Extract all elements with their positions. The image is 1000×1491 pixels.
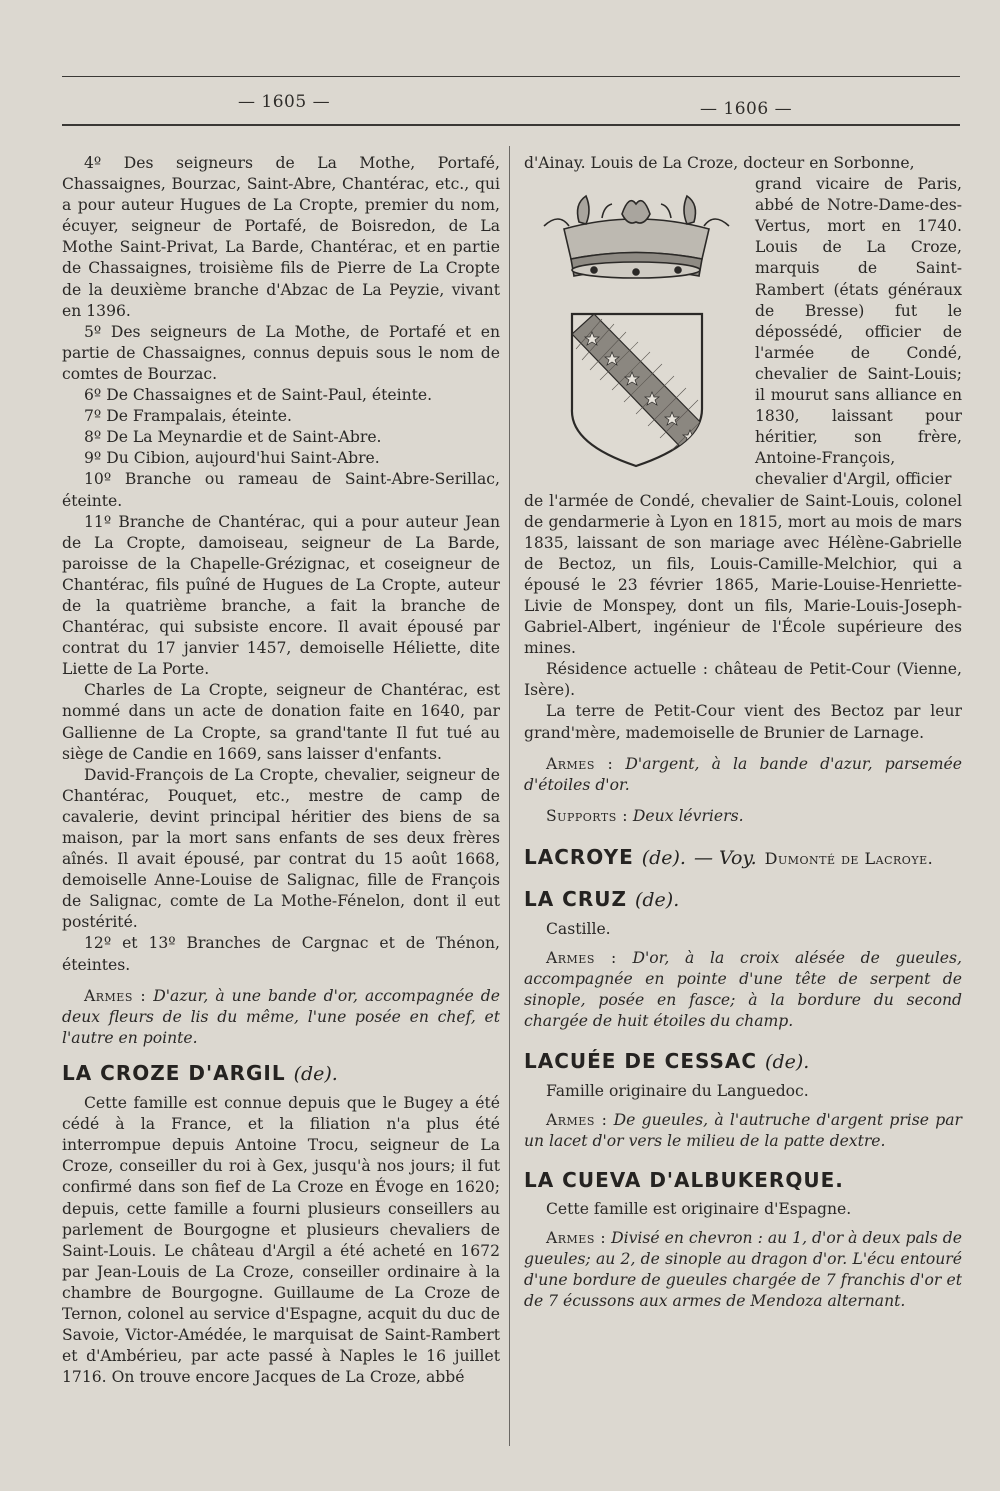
entry-particle: (de). xyxy=(293,1062,338,1085)
coat-of-arms-icon xyxy=(524,174,749,474)
paragraph: 10º Branche ou rameau de Saint-Abre-Serillac, éteinte. xyxy=(62,470,500,510)
paragraph: 4º Des seigneurs de La Mothe, Portafé, Chassaignes, Bourzac, Saint-Abre, Chantérac, etc., qui a pour auteur Hugues de La Cropte, premier du nom, écuyer, seigneur de Portafé, de Boisredon, de La Mothe Saint-Privat, La Barde, Chantérac, et en partie de Chassaignes, troisième fils de Pierre de La Cropte de la deuxième branche d'Abzac de La Peyzie, vivant en 1396. xyxy=(62,154,500,320)
entry-title: LACROYE xyxy=(524,844,634,869)
paragraph: 11º Branche de Chantérac, qui a pour auteur Jean de La Cropte, damoiseau, seigneur de La Barde, paroisse de la Chapelle-Grézignac, et coseigneur de Chantérac, fils puîné de Hugues de La Cropte, auteur de la quatrième branche, a fait la branche de Chantérac, qui subsiste encore. Il avait épousé par contrat du 17 janvier 1457, demoiselle Héliette, dite Liette de La Porte. xyxy=(62,512,500,679)
paragraph: La terre de Petit-Cour vient des Bectoz par leur grand'mère, mademoiselle de Brunier de Larnage. xyxy=(524,702,962,742)
entry-particle: (de). xyxy=(634,889,680,911)
page-number-left: — 1605 — xyxy=(238,92,331,112)
supports-text: Deux lévriers. xyxy=(632,806,744,825)
armes-blazon xyxy=(524,1228,962,1312)
top-rule xyxy=(62,76,960,77)
paragraph: David-François de La Cropte, chevalier, seigneur de Chantérac, Pouquet, etc., mestre de camp de cavalerie, devint principal héritier des biens de sa maison, par la mort sans enfants de ses deux frères aînés. Il avait épousé, par contrat du 15 août 1668, demoiselle Anne-Louise de Salignac, fille de François de Salignac, comte de La Mothe-Fénelon, dont il eut postérité. xyxy=(62,765,500,932)
column-divider xyxy=(509,146,510,1446)
coat-of-arms-svg xyxy=(524,174,749,474)
supports-line xyxy=(524,806,962,827)
armes-text: D'azur, à une bande d'or, accompagnée de deux fleurs de lis du même, l'une posée en chef, et l'autre en pointe. xyxy=(62,986,500,1047)
entry-origin: Famille originaire du Languedoc. xyxy=(546,1081,809,1100)
armes-label: Armes : xyxy=(546,754,614,773)
paragraph: Charles de La Cropte, seigneur de Chantérac, est nommé dans un acte de donation faite en 1640, par Gallienne de La Cropte, sa grand'tante Il fut tué au siège de Candie en 1669, sans laisser d'enfants. xyxy=(62,681,500,763)
entry-origin: Castille. xyxy=(546,920,611,939)
armes-blazon xyxy=(62,986,500,1049)
entry-reference: Dumonté de Lacroye. xyxy=(764,848,934,868)
left-column xyxy=(62,153,500,1388)
supports-label: Supports : xyxy=(546,806,628,825)
entry-title: LACUÉE DE CESSAC xyxy=(524,1048,758,1073)
paragraph: de l'armée de Condé, chevalier de Saint-Louis, colonel de gendarmerie à Lyon en 1815, mort au mois de mars 1835, laissant de son mariage avec Hélène-Gabrielle de Bectoz, un fils, Louis-Camille-Melchior, qui a épousé le 23 février 1865, Marie-Louise-Henriette-Livie de Monspey, dont un fils, Marie-Louis-Joseph-Gabriel-Albert, ingénieur de l'École supérieure des mines. xyxy=(524,491,962,658)
entry-heading xyxy=(62,1060,500,1085)
paragraph: 7º De Frampalais, éteinte. xyxy=(84,407,292,426)
entry-heading xyxy=(524,844,962,869)
armes-label: Armes : xyxy=(84,986,147,1005)
paragraph: 5º Des seigneurs de La Mothe, de Portafé et en partie de Chassaignes, connus depuis sous le nom de comtes de Bourzac. xyxy=(62,322,500,383)
armes-blazon xyxy=(524,754,962,796)
paragraph: Résidence actuelle : château de Petit-Cour (Vienne, Isère). xyxy=(524,660,962,700)
armes-text: D'argent, à la bande d'azur, parsemée d'étoiles d'or. xyxy=(524,754,962,794)
paragraph: 9º Du Cibion, aujourd'hui Saint-Abre. xyxy=(84,449,380,468)
entry-title: LA CUEVA D'ALBUKERQUE. xyxy=(524,1167,844,1192)
armes-text: D'or, à la croix alésée de gueules, accompagnée en pointe d'une tête de serpent de sinople, posée en fasce; à la bordure du second chargée de huit étoiles du champ. xyxy=(524,949,962,1031)
page-number-right: — 1606 — xyxy=(700,99,793,119)
coronet-icon xyxy=(544,196,729,278)
entry-origin: Cette famille est originaire d'Espagne. xyxy=(546,1200,852,1219)
entry-title: LA CROZE D'ARGIL xyxy=(62,1060,286,1085)
entry-heading xyxy=(524,1167,962,1192)
entry-particle: (de). xyxy=(765,1050,810,1073)
armes-label: Armes : xyxy=(546,1110,608,1129)
paragraph: Cette famille est connue depuis que le Bugey a été cédé à la France, et la filiation n'a plus été interrompue depuis Antoine Trocu, seigneur de La Croze, conseiller du roi à Gex, jusqu'à nos jours; il fut confirmé dans son fief de La Croze en Évoge en 1620; depuis, cette famille a fourni plusieurs conseillers au parlement de Bourgogne et plusieurs chevaliers de Saint-Louis. Le château d'Argil a été acheté en 1672 par Jean-Louis de La Croze, conseiller ordinaire à la chambre de Bourgogne. Guillaume de La Croze de Ternon, colonel au service d'Espagne, acquit du duc de Savoie, Victor-Amédée, le marquisat de Saint-Rambert et d'Ambérieu, par acte passé à Naples le 16 juillet 1716. On trouve encore Jacques de La Croze, abbé xyxy=(62,1094,500,1387)
armes-label: Armes : xyxy=(546,949,617,968)
header-rule xyxy=(62,124,960,126)
paragraph: 8º De La Meynardie et de Saint-Abre. xyxy=(84,428,382,447)
paragraph: d'Ainay. Louis de La Croze, docteur en Sorbonne, xyxy=(524,154,915,172)
armes-label: Armes : xyxy=(546,1229,607,1248)
armes-text: Divisé en chevron : au 1, d'or à deux pals de gueules; au 2, de sinople au dragon d'or. L'écu entouré d'une bordure de gueules chargée de 7 franchis d'or et de 7 écussons aux armes de Mendoza alternant. xyxy=(524,1229,962,1311)
right-column xyxy=(524,153,962,1313)
shield-icon xyxy=(572,314,714,466)
entry-particle: (de). xyxy=(641,846,686,869)
armes-text: De gueules, à l'autruche d'argent prise par un lacet d'or vers le milieu de la patte dextre. xyxy=(524,1110,962,1150)
paragraph: 6º De Chassaignes et de Saint-Paul, éteinte. xyxy=(84,386,433,405)
armes-blazon xyxy=(524,948,962,1032)
paragraph: 12º et 13º Branches de Cargnac et de Thénon, éteintes. xyxy=(62,934,500,974)
armes-blazon xyxy=(524,1110,962,1152)
entry-heading xyxy=(524,1048,962,1073)
entry-voy: — Voy. xyxy=(693,846,757,869)
entry-title: LA CRUZ xyxy=(524,887,628,911)
entry-heading xyxy=(524,889,962,911)
paragraph: grand vicaire de Paris, abbé de Notre-Dame-des-Vertus, mort en 1740. Louis de La Croze, marquis de Saint-Rambert (états généraux de Bresse) fut le dépossédé, officier de l'armée de Condé, chevalier de Saint-Louis; il mourut sans alliance en 1830, laissant pour héritier, son frère, Antoine-François, chevalier d'Argil, officier xyxy=(755,175,962,489)
